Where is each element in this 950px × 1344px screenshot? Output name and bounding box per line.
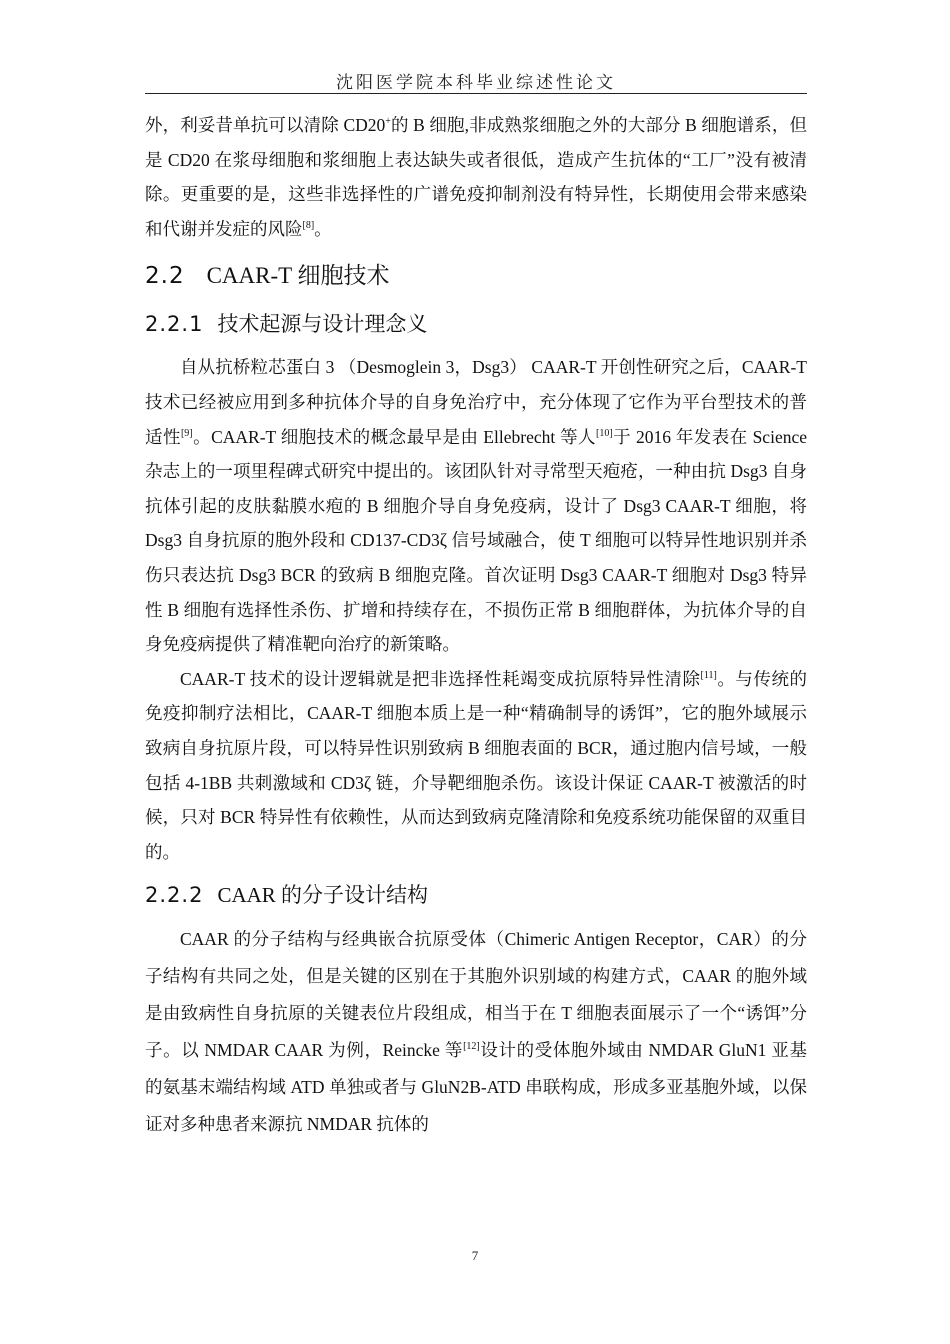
citation-12: [12] (463, 1041, 480, 1053)
paragraph-design-logic: CAAR-T 技术的设计逻辑就是把非选择性耗竭变成抗原特异性清除[11]。与传统的免疫抑制疗法相比，CAAR-T 细胞本质上是一种“精确制导的诱饵”，它的胞外域展示致病自身抗原片段，可以特异性识别致病 B 细胞表面的 BCR，通过胞内信号域，一般包括 4-1BB 共刺激域和 CD3ζ 链，介导靶细胞杀伤。该设计保证 CAAR-T 被激活的时候，只对 BCR 特异性有依赖性，从而达到致病克隆清除和免疫系统功能保留的双重目的。 (145, 668, 808, 862)
section-heading-2-2-2: 2.2.2 CAAR 的分子设计结构 (145, 883, 429, 908)
paragraph-origin: 自从抗桥粒芯蛋白 3 （Desmoglein 3，Dsg3） CAAR-T 开创性研究之后，CAAR-T 技术已经被应用到多种抗体介导的自身免治疗中，充分体现了它作为平台型技术的普适性[9]。CAAR-T 细胞技术的概念最早是由 Ellebrecht 等人[10]于 2016 年发表在 Science 杂志上的一项里程碑式研究中提出的。该团队针对寻常型天疱疮，一种由抗 Dsg3 自身抗体引起的皮肤黏膜水疱的 B 细胞介导自身免疫病，设计了 Dsg3 CAAR-T 细胞，将 Dsg3 自身抗原的胞外段和 CD137-CD3ζ 信号域融合，使 T 细胞可以特异性地识别并杀伤只表达抗 Dsg3 BCR 的致病 B 细胞克隆。首次证明 Dsg3 CAAR-T 细胞对 Dsg3 特异性 B 细胞有选择性杀伤、扩增和持续存在，不损伤正常 B 细胞群体，为抗体介导的自身免疫病提供了精准靶向治疗的新策略。 (145, 357, 807, 655)
citation-11: [11] (700, 669, 717, 681)
paragraph-molecular-structure: CAAR 的分子结构与经典嵌合抗原受体（Chimeric Antigen Receptor，CAR）的分子结构有共同之处，但是关键的区别在于其胞外识别域的构建方式，CAAR 的胞外域是由致病性自身抗原的关键表位片段组成，相当于在 T 细胞表面展示了一个“诱饵”分子。以 NMDAR CAAR 为例，Reincke 等[12]设计的受体胞外域由 NMDAR GluN1 亚基的氨基末端结构域 ATD 单独或者与 GluN2B-ATD 串联构成，形成多亚基胞外域，以保证对多种患者来源抗 NMDAR 抗体的 (145, 929, 807, 1135)
intro-paragraph: 外，利妥昔单抗可以清除 CD20+的 B 细胞,非成熟浆细胞之外的大部分 B 细胞谱系，但是 CD20 在浆母细胞和浆细胞上表达缺失或者很低，造成产生抗体的“工厂”没有被清除。更重要的是，这些非选择性的广谱免疫抑制剂没有特异性，长期使用会带来感染和代谢并发症的风险[8]。 (145, 115, 807, 239)
superscript-plus: + (385, 116, 391, 128)
body-content (145, 108, 807, 1143)
citation-10: [10] (596, 427, 613, 439)
citation-9: [9] (180, 427, 193, 439)
citation-8: [8] (302, 219, 315, 231)
section-heading-2-2: 2.2 CAAR-T 细胞技术 (145, 263, 390, 290)
page-number: 7 (471, 1248, 479, 1263)
running-header: 沈阳医学院本科毕业综述性论文 (336, 73, 616, 92)
section-heading-2-2-1: 2.2.1 技术起源与设计理念义 (145, 312, 428, 337)
header-rule (145, 93, 807, 94)
